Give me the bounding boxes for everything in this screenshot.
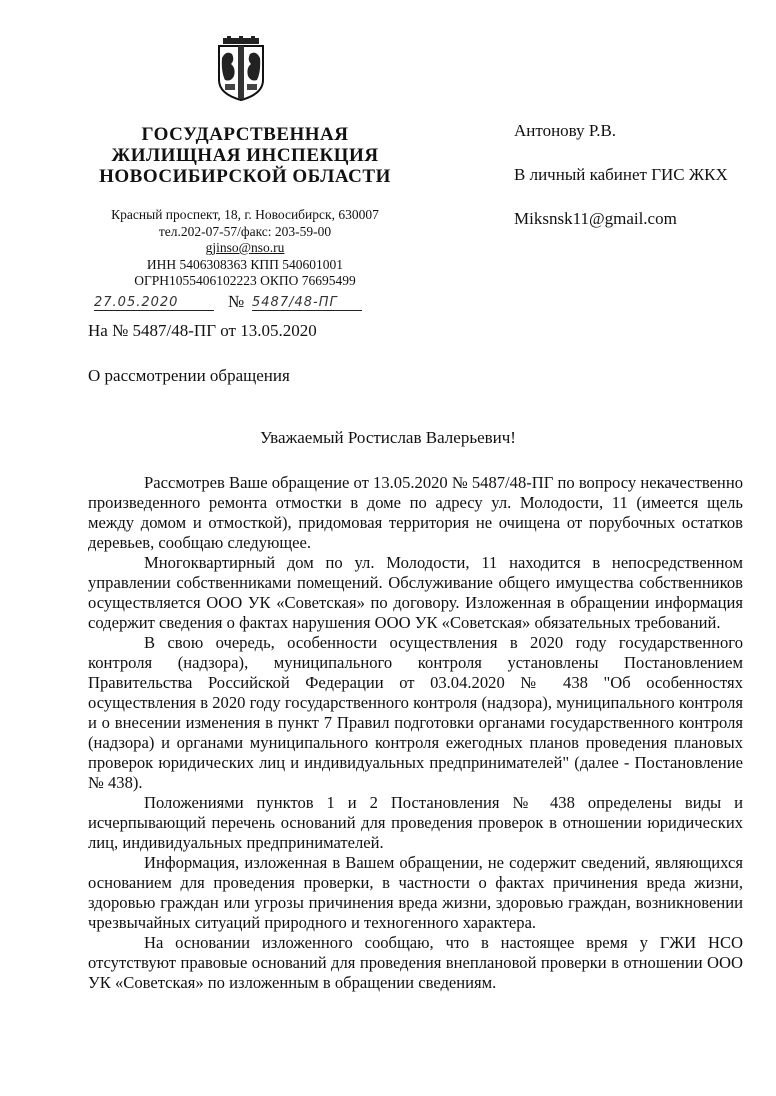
recipient-email: Miksnsk11@gmail.com [514,209,677,228]
organization-contacts [80,207,410,290]
org-address: Красный проспект, 18, г. Новосибирск, 630007 [111,207,379,222]
registration-number: 5487/48-ПГ [252,295,362,311]
organization-name [80,124,410,187]
coat-of-arms-emblem [213,36,269,102]
subject-line: О рассмотрении обращения [88,366,290,385]
body-paragraph: В свою очередь, особенности осуществления в 2020 году государственного контроля (надзора), муниципального контроля установлены Постановлением Правительства Российской Федерации от 03.04.2020 № 438 "Об особенностях осуществления в 2020 году государственного контроля (надзора), муниципального контроля и о внесении изменения в пункт 7 Правил подготовки органами государственного контроля (надзора) и органами муниципального контроля ежегодных планов проведения плановых проверок юридических лиц и индивидуальных предпринимателей" (далее - Постановление № 438). [88,633,743,792]
number-sign: № [228,292,245,311]
body-paragraph: Рассмотрев Ваше обращение от 13.05.2020 № 5487/48-ПГ по вопросу некачественно произведенного ремонта отмостки в доме по адресу ул. Молодости, 11 (имеется щель между домом и отмосткой), придомовая территория не очищена от порубочных остатков деревьев, сообщаю следующее. [88,473,743,552]
recipient-channel: В личный кабинет ГИС ЖКХ [514,165,728,184]
letter-body [88,473,743,993]
org-ogrn: ОГРН1055406102223 ОКПО 76695499 [134,273,356,288]
reference-line: На № 5487/48-ПГ от 13.05.2020 [88,321,317,340]
registration-line [88,292,408,316]
body-paragraph: Информация, изложенная в Вашем обращении, не содержит сведений, являющихся основанием для проведения проверки, в частности о фактах причинения вреда жизни, здоровью граждан или угрозы причинения вреда жизни, здоровью граждан, возникновении чрезвычайных ситуаций природного и техногенного характера. [88,853,743,932]
org-name-line-2: ЖИЛИЩНАЯ ИНСПЕКЦИЯ [111,145,379,166]
registration-date: 27.05.2020 [94,295,214,311]
org-inn: ИНН 5406308363 КПП 540601001 [146,256,344,272]
recipient-name: Антонову Р.В. [514,121,617,140]
body-paragraph: На основании изложенного сообщаю, что в настоящее время у ГЖИ НСО отсутствуют правовые оснований для проведения внеплановой проверки в отношении ООО УК «Советская» по изложенным в обращении сведениям. [88,933,743,992]
org-name-line-1: ГОСУДАРСТВЕННАЯ [141,124,349,145]
org-name-line-3: НОВОСИБИРСКОЙ ОБЛАСТИ [99,166,391,187]
org-email-link[interactable]: gjinso@nso.ru [205,240,285,255]
recipient-block [514,120,728,252]
greeting: Уважаемый Ростислав Валерьевич! [260,428,516,447]
org-phone: тел.202-07-57/факс: 203-59-00 [158,223,332,239]
body-paragraph: Положениями пунктов 1 и 2 Постановления № 438 определены виды и исчерпывающий перечень оснований для проведения проверок в отношении юридических лиц, индивидуальных предпринимателей. [88,793,743,852]
body-paragraph: Многоквартирный дом по ул. Молодости, 11 находится в непосредственном управлении собственниками помещений. Обслуживание общего имущества собственников осуществляется ООО УК «Советская» по договору. Изложенная в обращении информация содержит сведения о фактах нарушения ООО УК «Советская» обязательных требований. [88,553,743,632]
